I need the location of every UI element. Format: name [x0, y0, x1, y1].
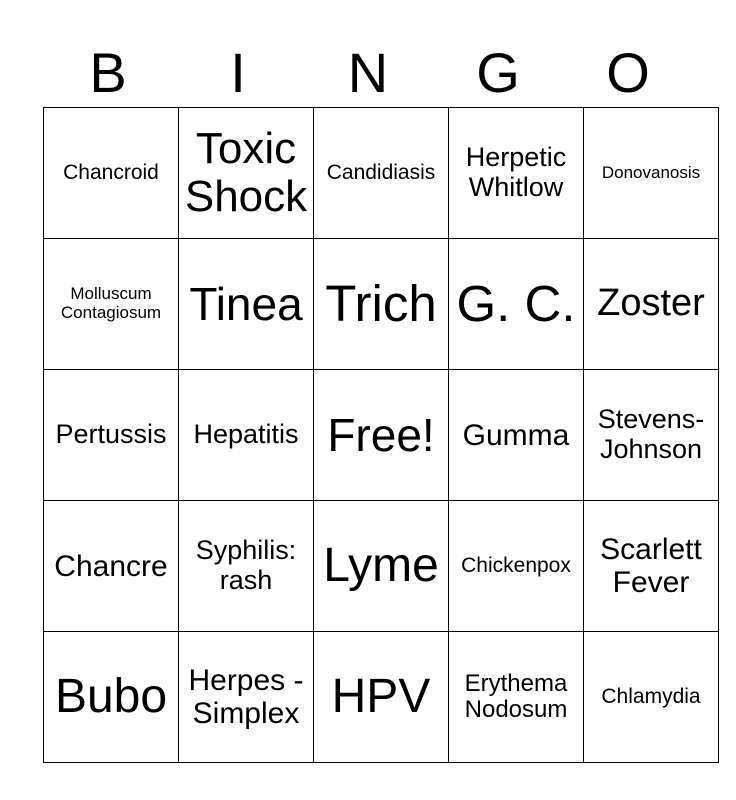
bingo-header	[43, 40, 693, 106]
header-letter-o: O	[606, 41, 650, 104]
free-space[interactable]: Free!	[314, 370, 449, 501]
header-letter-n: N	[347, 41, 389, 104]
bingo-cell[interactable]: Tinea	[179, 239, 314, 370]
bingo-cell[interactable]: Scarlett Fever	[584, 501, 719, 632]
bingo-board	[43, 107, 719, 763]
bingo-cell[interactable]: Chancre	[44, 501, 179, 632]
board-row	[44, 239, 719, 370]
board-row	[44, 370, 719, 501]
bingo-cell[interactable]: Pertussis	[44, 370, 179, 501]
bingo-cell[interactable]: Donovanosis	[584, 108, 719, 239]
bingo-cell[interactable]: Trich	[314, 239, 449, 370]
bingo-cell[interactable]: Molluscum Contagiosum	[44, 239, 179, 370]
bingo-cell[interactable]: Hepatitis	[179, 370, 314, 501]
bingo-cell[interactable]: Chickenpox	[449, 501, 584, 632]
header-letter-b: B	[89, 41, 127, 104]
bingo-cell[interactable]: Toxic Shock	[179, 108, 314, 239]
header-letter-g: G	[476, 41, 520, 104]
bingo-cell[interactable]: Chlamydia	[584, 632, 719, 763]
bingo-cell[interactable]: Herpetic Whitlow	[449, 108, 584, 239]
board-row	[44, 501, 719, 632]
bingo-cell[interactable]: Bubo	[44, 632, 179, 763]
bingo-cell[interactable]: Erythema Nodosum	[449, 632, 584, 763]
bingo-cell[interactable]: Lyme	[314, 501, 449, 632]
bingo-cell[interactable]: Herpes - Simplex	[179, 632, 314, 763]
board-row	[44, 108, 719, 239]
board-row	[44, 632, 719, 763]
bingo-cell[interactable]: Chancroid	[44, 108, 179, 239]
bingo-cell[interactable]: Candidiasis	[314, 108, 449, 239]
bingo-cell[interactable]: Zoster	[584, 239, 719, 370]
bingo-cell[interactable]: Stevens-Johnson	[584, 370, 719, 501]
bingo-cell[interactable]: Gumma	[449, 370, 584, 501]
bingo-cell[interactable]: G. C.	[449, 239, 584, 370]
bingo-cell[interactable]: Syphilis: rash	[179, 501, 314, 632]
bingo-cell[interactable]: HPV	[314, 632, 449, 763]
header-letter-i: I	[230, 41, 246, 104]
